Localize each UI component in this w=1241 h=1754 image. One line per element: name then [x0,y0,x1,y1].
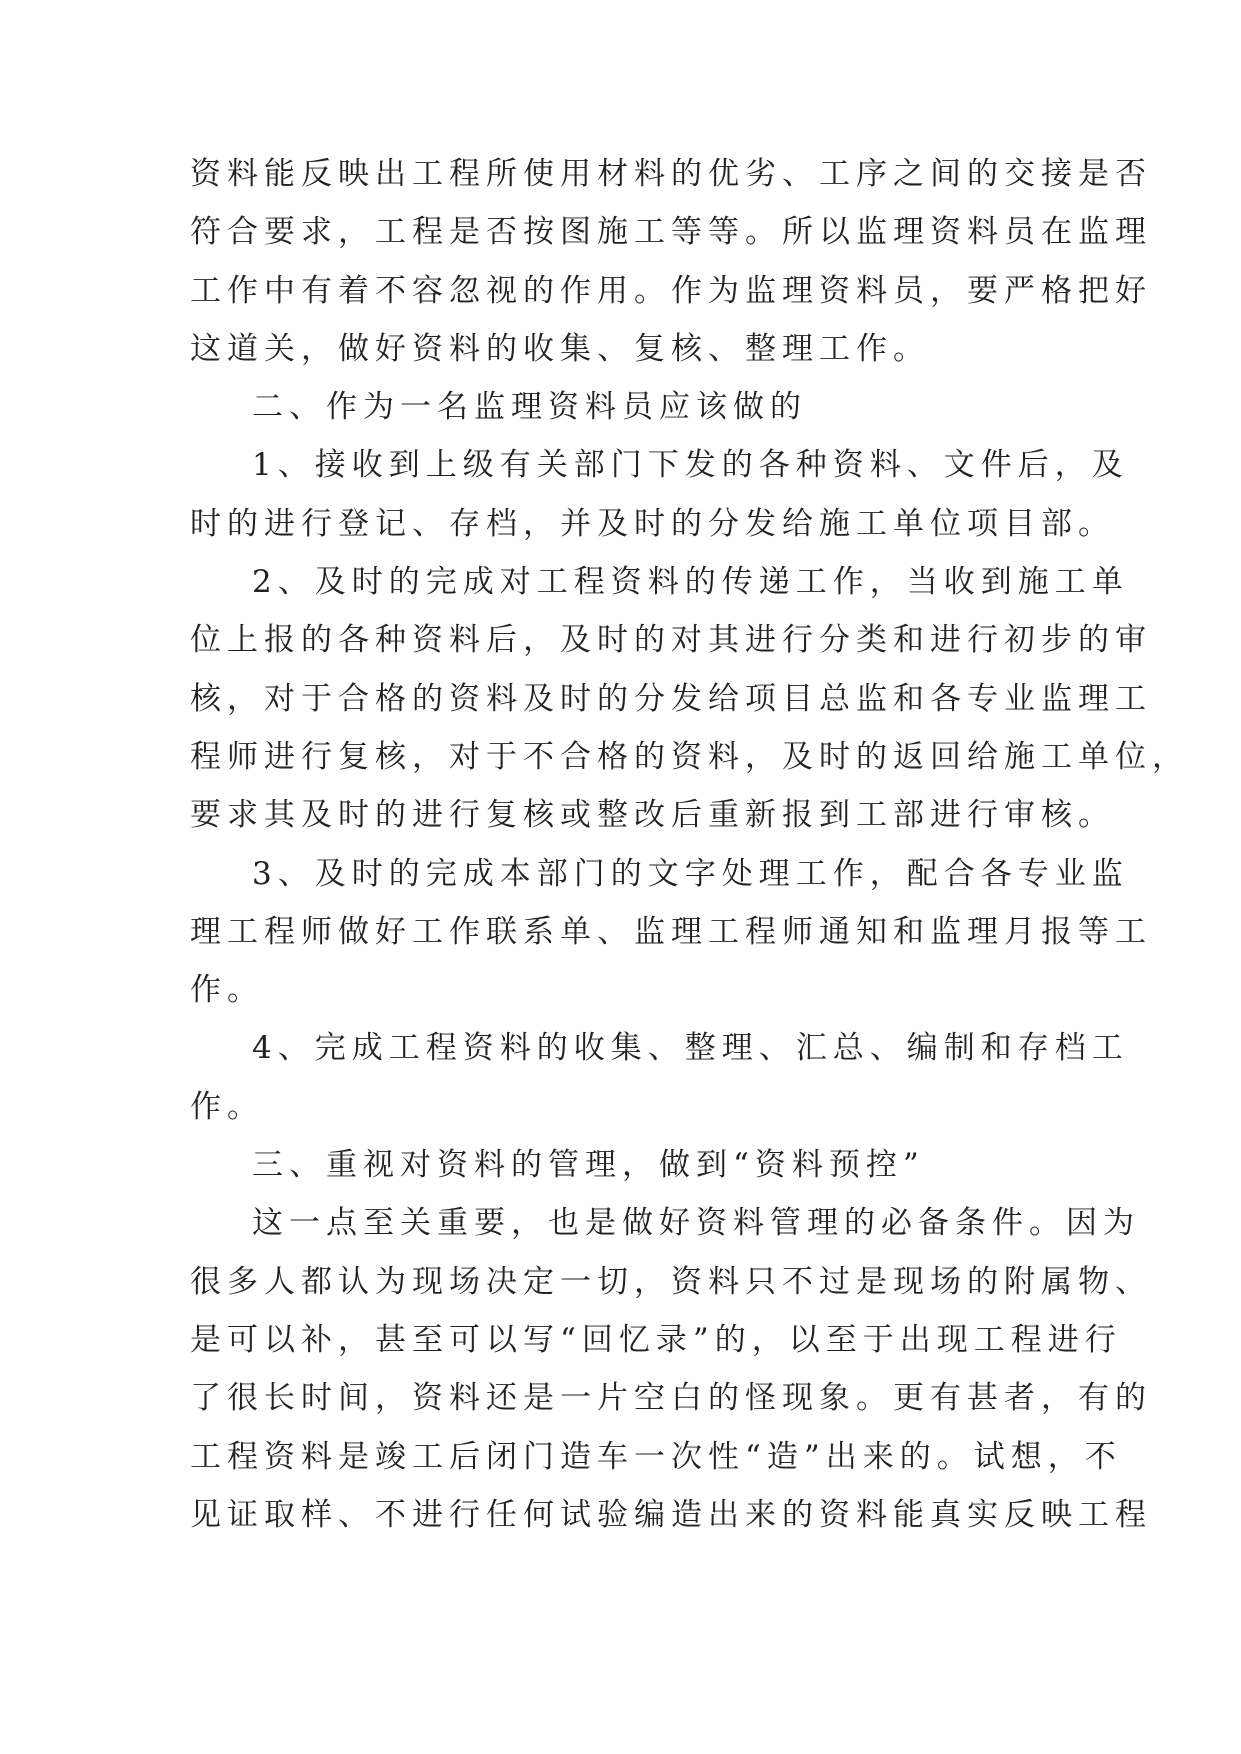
text-line: 2、及时的完成对工程资料的传递工作，当收到施工单 [252,564,1129,601]
text-line: 很多人都认为现场决定一切，资料只不过是现场的附属物、 [190,1263,1152,1300]
text-line: 是可以补，甚至可以写“回忆录”的，以至于出现工程进行 [190,1321,1122,1358]
section-heading: 二、作为一名监理资料员应该做的 [252,389,807,426]
text-line: 程师进行复核，对于不合格的资料，及时的返回给施工单位， [190,738,1189,775]
text-line: 3、及时的完成本部门的文字处理工作，配合各专业监 [252,855,1129,892]
text-line: 了很长时间，资料还是一片空白的怪现象。更有甚者，有的 [190,1380,1152,1417]
text-line: 资料能反映出工程所使用材料的优劣、工序之间的交接是否 [190,156,1152,192]
section-heading: 三、重视对资料的管理，做到“资料预控” [252,1147,925,1184]
text-line: 位上报的各种资料后，及时的对其进行分类和进行初步的审 [190,622,1152,659]
text-line: 这道关，做好资料的收集、复核、整理工作。 [190,330,930,367]
text-line: 工作中有着不容忽视的作用。作为监理资料员，要严格把好 [190,272,1152,309]
text-line: 理工程师做好工作联系单、监理工程师通知和监理月报等工 [190,913,1152,950]
text-line: 1、接收到上级有关部门下发的各种资料、文件后，及 [252,447,1129,484]
text-line: 符合要求，工程是否按图施工等等。所以监理资料员在监理 [190,214,1152,251]
document-page [190,145,1189,1544]
text-line: 见证取样、不进行任何试验编造出来的资料能真实反映工程 [190,1496,1152,1533]
text-line: 作。 [190,1088,264,1125]
text-line: 要求其及时的进行复核或整改后重新报到工部进行审核。 [190,797,1115,834]
text-line: 作。 [190,972,264,1009]
text-line: 时的进行登记、存档，并及时的分发给施工单位项目部。 [190,505,1115,542]
text-line: 这一点至关重要，也是做好资料管理的必备条件。因为 [252,1205,1140,1242]
text-line: 4、完成工程资料的收集、整理、汇总、编制和存档工 [252,1030,1129,1067]
text-line: 工程资料是竣工后闭门造车一次性“造”出来的。试想，不 [190,1438,1122,1475]
text-line: 核，对于合格的资料及时的分发给项目总监和各专业监理工 [190,680,1152,717]
